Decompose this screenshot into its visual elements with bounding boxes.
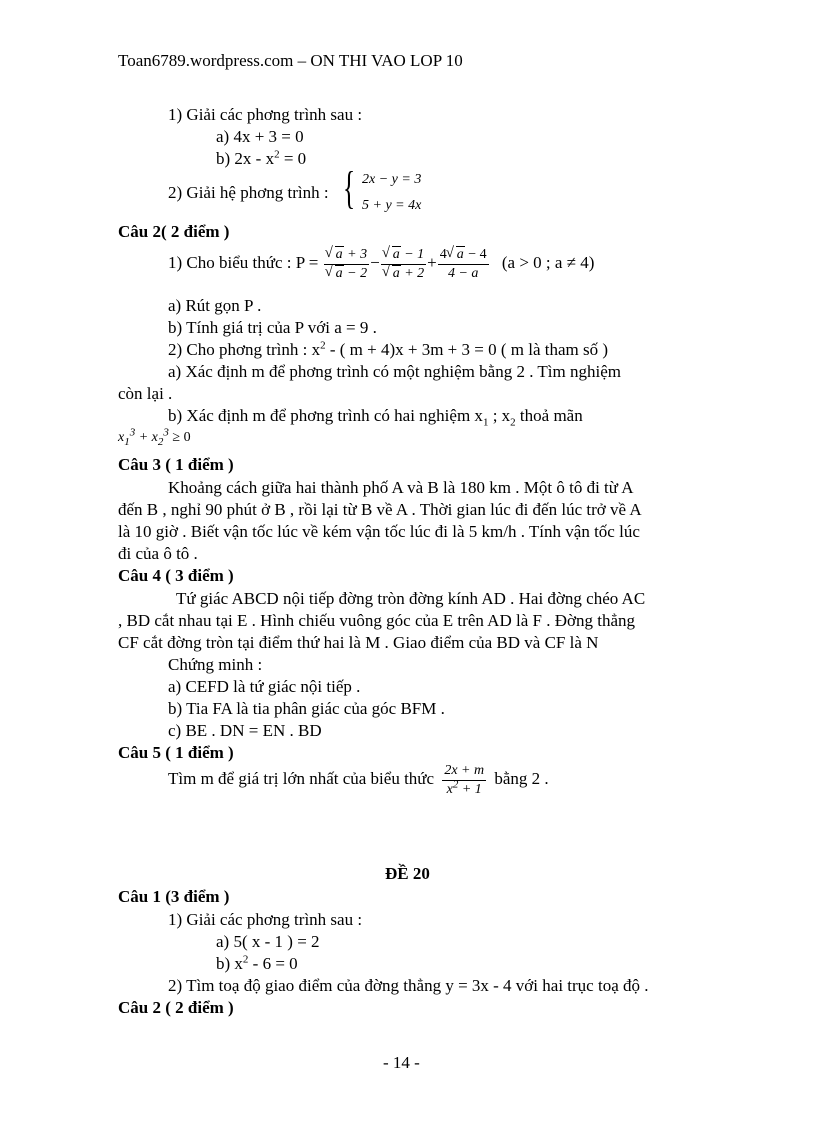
de20-q1b: b) $x^2 - 6 = 0$ (216, 953, 298, 973)
cau4-a: a) CEFD là tứ giác nội tiếp . (168, 677, 361, 696)
cau3-line1: Khoảng cách giữa hai thành phố A và B là 180 km . Một ô tô đi từ A (168, 478, 634, 497)
cau4-line4: Chứng minh : (168, 655, 263, 674)
system-eq2: 5 + y = 4x (362, 198, 422, 213)
de20-q1a: a) 5( x - 1 ) = 2 (216, 932, 320, 951)
page-number: - 14 - (383, 1053, 420, 1072)
de20-cau1-title: Câu 1 (3 điểm ) (118, 887, 230, 906)
de20-cau2-title: Câu 2 ( 2 điểm ) (118, 998, 234, 1017)
q1-1b: b) $2x - x^2 = 0$ (216, 148, 307, 168)
cau2-expression: 1) Cho biểu thức : P = √ a + 3 √ a − 2 − √ a − 1 √ a + 2 + $\frac{4√ a - 4}{4 - a}$ (a > 0 ; a ≠ 4) (168, 246, 594, 282)
fraction-2: √ a − 1 √ a + 2 (381, 246, 426, 282)
cau4-line2: , BD cắt nhau tại E . Hình chiếu vuông góc của E trên AD là F . Đờng thẳng (118, 611, 635, 630)
fraction-3: $\frac{4√ a - 4}{4 - a}$ (438, 246, 489, 282)
cau2-a: a) Rút gọn P . (168, 296, 262, 315)
system-eq1: 2x − y = 3 (362, 172, 422, 187)
page-header: Toan6789.wordpress.com – ON THI VAO LOP 10 (118, 51, 463, 70)
cau5-title: Câu 5 ( 1 điểm ) (118, 743, 234, 762)
cau5-text: Tìm m để giá trị lớn nhất của biểu thức $\frac{2x + m}{x^2 + 1}$ bằng 2 . (168, 763, 549, 797)
cau4-line1: Tứ giác ABCD nội tiếp đờng tròn đờng kính AD . Hai đờng chéo AC (176, 589, 646, 608)
q1-2: 2) Giải hệ phơng trình : (168, 183, 329, 202)
fraction-1: √ a + 3 √ a − 2 (324, 246, 369, 282)
cau5-fraction: $\frac{2x + m}{x^2 + 1}$ (444, 763, 485, 797)
cau2-inequality: $x_1^3 + x_2^3 \ge 0$ (118, 426, 191, 448)
cau2-q2: 2) Cho phơng trình : $x^2$ - ( m + 4)x + 3m + 3 = 0 ( m là tham số ) (168, 339, 609, 359)
system-brace: { (343, 162, 356, 213)
cau3-line2: đến B , nghỉ 90 phút ở B , rồi lại từ B về A . Thời gian lúc đi đến lúc trở về A (118, 500, 642, 519)
condition: (a > 0 ; a ≠ 4) (501, 252, 595, 272)
cau4-line3: CF cắt đờng tròn tại điểm thứ hai là M . Giao điểm của BD và CF là N (118, 633, 599, 652)
de20-q2: 2) Tìm toạ độ giao điểm của đờng thẳng y = 3x - 4 với hai trục toạ độ . (168, 976, 649, 995)
cau3-line3: là 10 giờ . Biết vận tốc lúc về kém vận tốc lúc đi là 5 km/h . Tính vận tốc lúc (118, 522, 640, 541)
cau2-q2b: b) Xác định m để phơng trình có hai nghiệm $x_1$ ; $x_2$ thoả mãn (168, 406, 583, 429)
cau4-b: b) Tia FA là tia phân giác của góc BFM . (168, 699, 445, 718)
q1-1: 1) Giải các phơng trình sau : (168, 105, 363, 124)
de20-title: ĐỀ 20 (385, 864, 430, 883)
q1-1a: a) 4x + 3 = 0 (216, 127, 304, 146)
de20-q1: 1) Giải các phơng trình sau : (168, 910, 363, 929)
cau2-b: b) Tính giá trị của P với a = 9 . (168, 318, 377, 337)
cau3-title: Câu 3 ( 1 điểm ) (118, 455, 234, 474)
cau3-line4: đi của ô tô . (118, 544, 198, 563)
cau2-q2a: a) Xác định m để phơng trình có một nghiệm bằng 2 . Tìm nghiệm (168, 362, 621, 381)
cau2-title: Câu 2( 2 điểm ) (118, 222, 230, 241)
cau4-title: Câu 4 ( 3 điểm ) (118, 566, 234, 585)
cau2-q2a-cont: còn lại . (118, 384, 173, 403)
cau4-c: c) BE . DN = EN . BD (168, 721, 322, 740)
